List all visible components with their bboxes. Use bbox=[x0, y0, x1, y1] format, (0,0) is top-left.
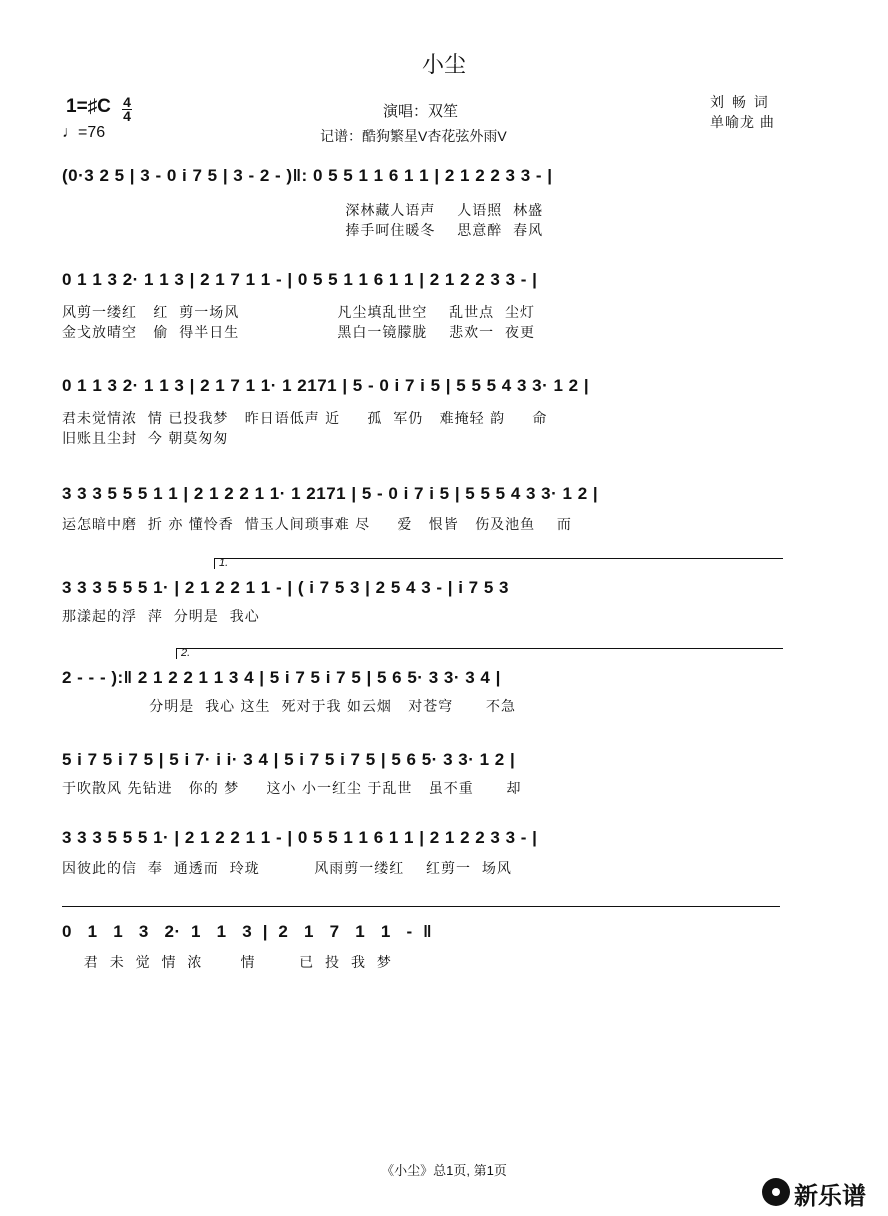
singer-credit: 演唱：双笙 bbox=[383, 103, 459, 120]
notation-row: (0·3 2 5 | 3 - 0 i 7 5 | 3 - 2 - )‖: 0 5 5 1 1 6 1 1 | 2 1 2 2 3 3 - | bbox=[62, 166, 553, 185]
notation-row: 2 - - - ):‖ 2 1 2 2 1 1 3 4 | 5 i 7 5 i 7 5 | 5 6 5· 3 3· 3 4 | bbox=[62, 668, 501, 687]
first-ending-bracket bbox=[214, 558, 783, 569]
lyrics-verse-1: 因彼此的信 奉 通透而 玲珑 风雨剪一缕红 红剪一 场风 bbox=[62, 861, 512, 877]
lyrics-verse-1: 风剪一缕红 红 剪一场风 凡尘填乱世空 乱世点 尘灯 bbox=[62, 305, 536, 321]
tempo-marking: ♩=76 bbox=[62, 124, 106, 141]
notation-row: 5 i 7 5 i 7 5 | 5 i 7· i i· 3 4 | 5 i 7 5 i 7 5 | 5 6 5· 3 3· 1 2 | bbox=[62, 750, 516, 769]
time-signature-bottom: 4 bbox=[123, 108, 131, 124]
notation-row: 3 3 3 5 5 5 1· | 2 1 2 2 1 1 - | ( i 7 5 3 | 2 5 4 3 - | i 7 5 3 bbox=[62, 578, 509, 597]
notation-row: 3 3 3 5 5 5 1 1 | 2 1 2 2 1 1· 1 2171 | 5 - 0 i 7 i 5 | 5 5 5 4 3 3· 1 2 | bbox=[62, 484, 599, 503]
lyrics-verse-1: 运怎暗中磨 折 亦 懂怜香 惜玉人间琐事难 尽 爱 恨皆 伤及池鱼 而 bbox=[62, 517, 572, 533]
time-signature-top: 4 bbox=[123, 94, 131, 110]
lyrics-verse-2: 金戈放晴空 偷 得半日生 黑白一镜朦胧 悲欢一 夜更 bbox=[62, 325, 536, 341]
lyrics-verse-1: 深林藏人语声 人语照 林盛 bbox=[62, 203, 544, 219]
notation-row: 3 3 3 5 5 5 1· | 2 1 2 2 1 1 - | 0 5 5 1 1 6 1 1 | 2 1 2 2 3 3 - | bbox=[62, 828, 538, 847]
time-signature bbox=[122, 96, 132, 123]
second-ending-bracket bbox=[176, 648, 783, 659]
first-ending-label: 1. bbox=[219, 557, 229, 569]
notation-row: 0 1 1 3 2· 1 1 3 | 2 1 7 1 1 - | 0 5 5 1 1 6 1 1 | 2 1 2 2 3 3 - | bbox=[62, 270, 538, 289]
record-disc-icon bbox=[762, 1178, 790, 1206]
key-signature: 1=♯C bbox=[66, 96, 111, 117]
transcriber-credit: 记谱：酷狗繁星V杏花弦外雨V bbox=[320, 128, 507, 144]
system-rule bbox=[62, 906, 780, 907]
song-title: 小尘 bbox=[421, 52, 466, 77]
composer-credit: 单喻龙 曲 bbox=[710, 114, 775, 130]
lyrics-verse-1: 那漾起的浮 萍 分明是 我心 bbox=[62, 609, 260, 625]
lyrics-verse-2: 旧账且尘封 今 朝莫匆匆 bbox=[62, 431, 229, 447]
page-footer: 《小尘》总1页, 第1页 bbox=[381, 1163, 507, 1178]
lyricist-credit: 刘 畅 词 bbox=[710, 94, 770, 110]
lyrics-verse-1: 君未觉情浓 情 已投我梦 昨日语低声 近 孤 军仍 难掩轻 韵 命 bbox=[62, 411, 548, 427]
lyrics-verse-2: 捧手呵住暖冬 思意醉 春风 bbox=[62, 223, 544, 239]
brand-logo[interactable] bbox=[762, 1176, 884, 1210]
notation-row: 0 1 1 3 2· 1 1 3 | 2 1 7 1 1 - ‖ bbox=[62, 922, 433, 941]
lyrics-verse-1: 分明是 我心 这生 死对于我 如云烟 对苍穹 不急 bbox=[62, 699, 516, 715]
second-ending-label: 2. bbox=[181, 647, 191, 659]
lyrics-verse-1: 君 未 觉 情 浓 情 已 投 我 梦 bbox=[62, 955, 392, 971]
notation-row: 0 1 1 3 2· 1 1 3 | 2 1 7 1 1· 1 2171 | 5 - 0 i 7 i 5 | 5 5 5 4 3 3· 1 2 | bbox=[62, 376, 590, 395]
brand-name: 新乐谱 bbox=[794, 1182, 866, 1210]
lyrics-verse-1: 于吹散风 先钻进 你的 梦 这小 小一红尘 于乱世 虽不重 却 bbox=[62, 781, 522, 797]
